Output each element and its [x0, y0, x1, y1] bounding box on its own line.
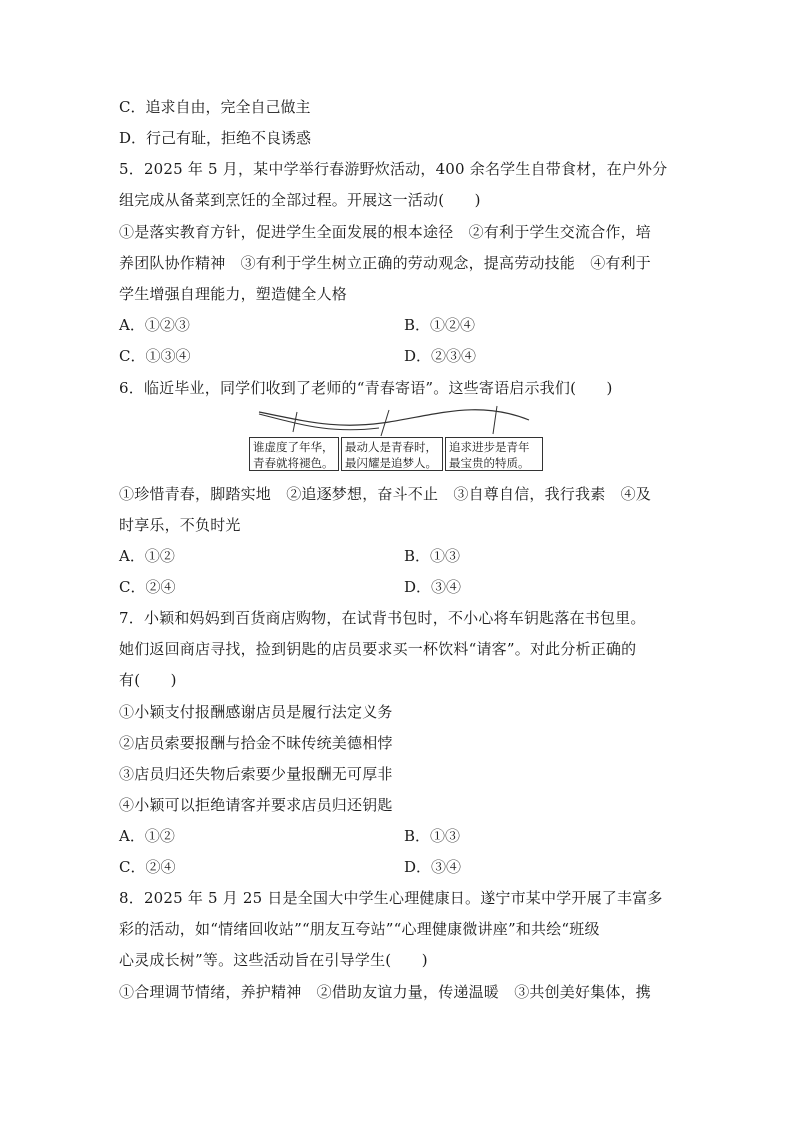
- quote-box-1-line-1: 谁虚度了年华，: [253, 440, 334, 454]
- q7-statement-4: ④小颖可以拒绝请客并要求店员归还钥匙: [119, 796, 393, 814]
- q7-option-a: A．①②: [119, 827, 175, 845]
- q7-stem-line-2: 她们返回商店寻找，捡到钥匙的店员要求买一杯饮料“请客”。对此分析正确的: [119, 640, 637, 658]
- q6-option-c: C．②④: [119, 578, 176, 596]
- q8-statement-line-1: ①合理调节情绪，养护精神 ②借助友谊力量，传递温暖 ③共创美好集体，携: [119, 983, 652, 1001]
- q5-option-a: A．①②③: [119, 316, 190, 334]
- q8-stem-line-1: 8．2025 年 5 月 25 日是全国大中学生心理健康日。遂宁市某中学开展了丰富多: [119, 889, 663, 907]
- q6-statement-line-2: 时享乐，不负时光: [119, 516, 241, 534]
- quote-box-1: [249, 437, 339, 471]
- q7-statement-2: ②店员索要报酬与拾金不昧传统美德相悖: [119, 734, 393, 752]
- q5-statement-line-2: 养团队协作精神 ③有利于学生树立正确的劳动观念，提高劳动技能 ④有利于: [119, 254, 652, 272]
- q6-option-d: D．③④: [404, 578, 462, 596]
- quote-boxes: [249, 437, 545, 473]
- q5-statement-line-3: 学生增强自理能力，塑造健全人格: [119, 285, 348, 303]
- quote-box-2-line-2: 最闪耀是追梦人。: [345, 456, 437, 470]
- quote-box-3-line-1: 追求进步是青年: [449, 440, 530, 454]
- q7-stem-line-3: 有( ): [119, 671, 177, 689]
- quote-box-3: [445, 437, 543, 471]
- q6-option-a: A．①②: [119, 547, 175, 565]
- quote-box-3-line-2: 最宝贵的特质。: [449, 456, 530, 470]
- q5-option-d: D．②③④: [404, 347, 477, 365]
- q4-option-d: D．行己有耻，拒绝不良诱惑: [119, 129, 312, 147]
- q7-statement-3: ③店员归还失物后索要少量报酬无可厚非: [119, 765, 393, 783]
- q6-statement-line-1: ①珍惜青春，脚踏实地 ②追逐梦想，奋斗不止 ③自尊自信，我行我素 ④及: [119, 485, 652, 503]
- q7-stem-line-1: 7．小颖和妈妈到百货商店购物，在试背书包时，不小心将车钥匙落在书包里。: [119, 609, 646, 627]
- quote-box-1-line-2: 青春就将褪色。: [253, 456, 334, 470]
- q6-option-b: B．①③: [404, 547, 461, 565]
- q8-stem-line-2: 彩的活动，如“情绪回收站”“朋友互夸站”“心理健康微讲座”和共绘“班级: [119, 920, 600, 938]
- q7-option-b: B．①③: [404, 827, 461, 845]
- q4-option-c: C．追求自由，完全自己做主: [119, 98, 311, 116]
- q7-statement-1: ①小颖支付报酬感谢店员是履行法定义务: [119, 703, 393, 721]
- q5-option-c: C．①③④: [119, 347, 191, 365]
- quote-box-2-line-1: 最动人是青春时，: [345, 440, 437, 454]
- q7-option-d: D．③④: [404, 858, 462, 876]
- q6-stem-line-1: 6．临近毕业，同学们收到了老师的“青春寄语”。这些寄语启示我们( ): [119, 379, 613, 397]
- vine-decoration: [249, 400, 545, 440]
- q5-statement-line-1: ①是落实教育方针，促进学生全面发展的根本途径 ②有利于学生交流合作，培: [119, 223, 652, 241]
- q8-stem-line-3: 心灵成长树”等。这些活动旨在引导学生( ): [119, 951, 428, 969]
- q7-option-c: C．②④: [119, 858, 176, 876]
- q5-stem-line-1: 5．2025 年 5 月，某中学举行春游野炊活动，400 余名学生自带食材，在户外分: [119, 160, 668, 178]
- quote-box-2: [341, 437, 443, 471]
- q5-option-b: B．①②④: [404, 316, 476, 334]
- q5-stem-line-2: 组完成从备菜到烹饪的全部过程。开展这一活动( ): [119, 191, 481, 209]
